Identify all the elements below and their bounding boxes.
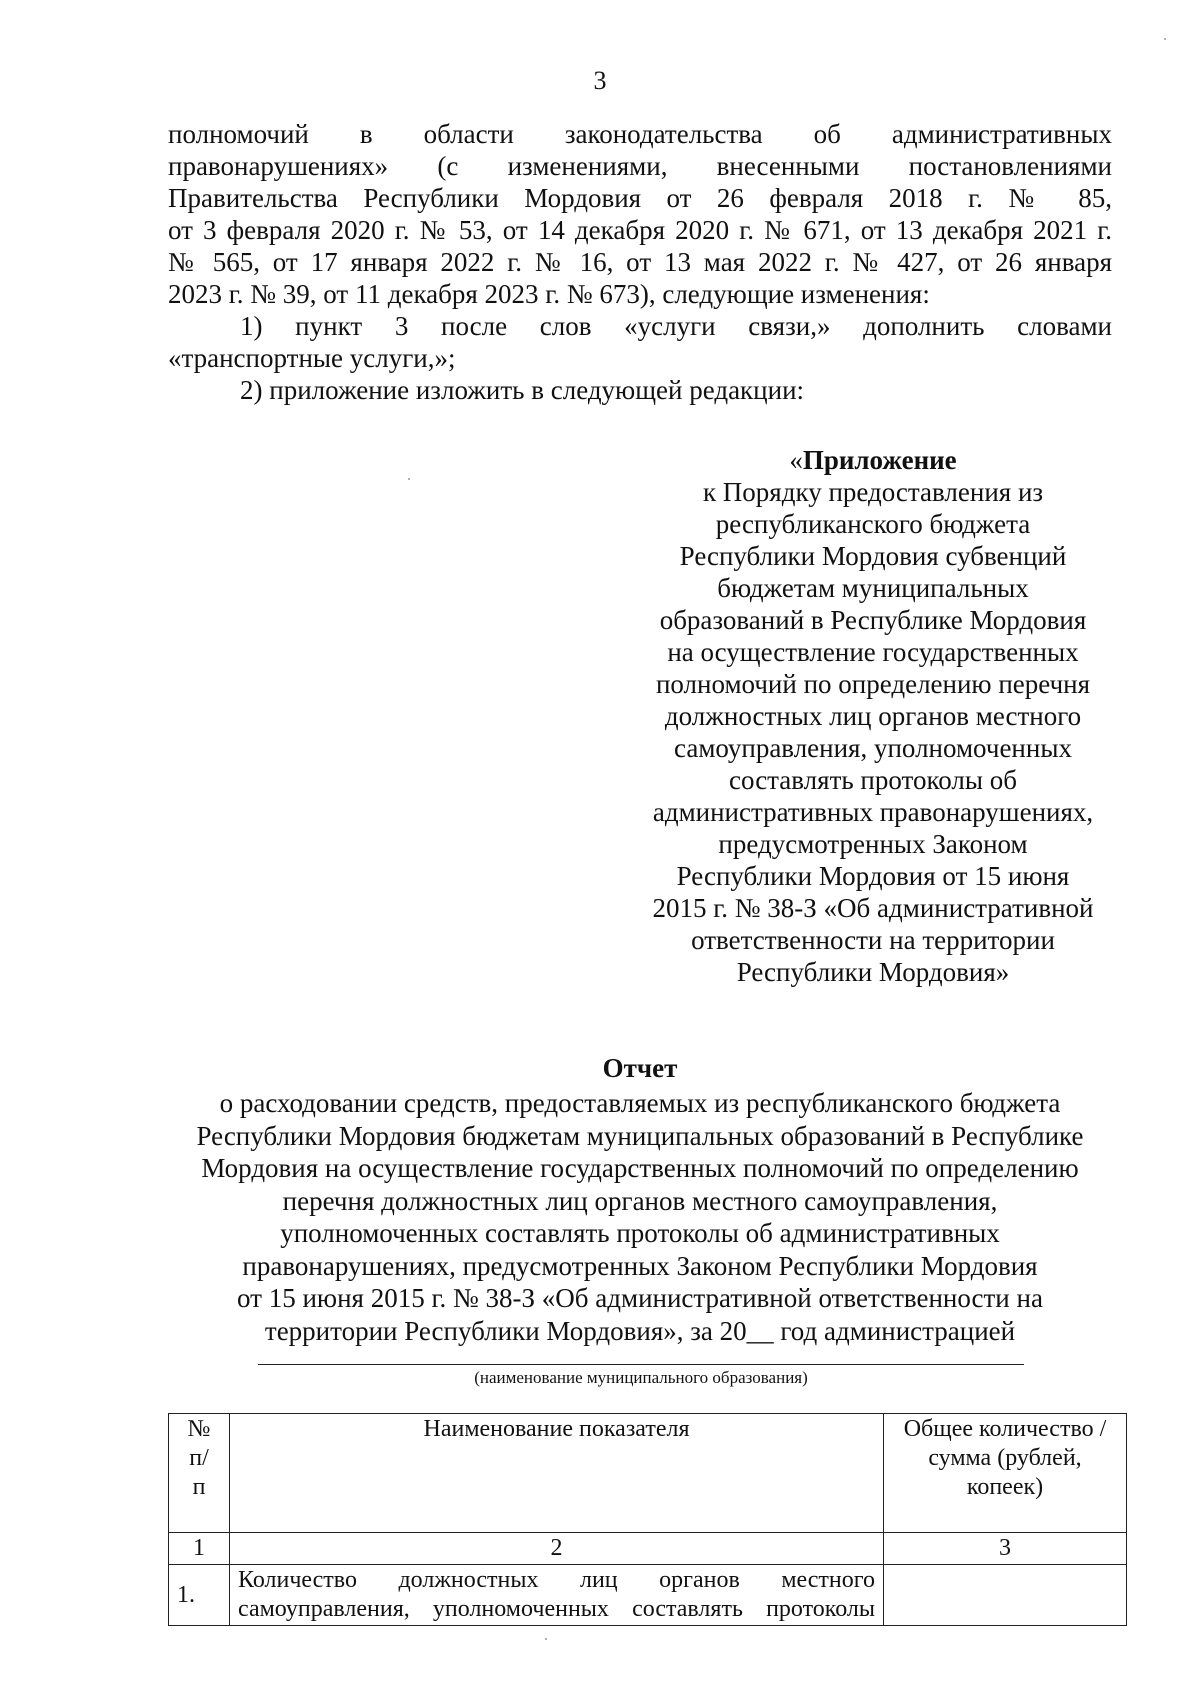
appendix-line: образований в Республике Мордовия [659,605,1087,635]
scan-speck [408,478,410,480]
appendix-line: самоуправления, уполномоченных [674,733,1072,763]
header-cell-number [169,1414,230,1533]
appendix-line: полномочий по определению перечня [655,669,1091,699]
header-cell-total [884,1414,1127,1533]
body-line: правонарушениях» (с изменениями, внесенными постановлениями [168,151,1112,181]
scan-speck [1164,38,1166,40]
numbering-cell: 2 [230,1533,884,1565]
appendix-title [630,444,1116,476]
body-line: 1) пункт 3 после слов «услуги связи,» дополнить словами [240,311,1112,341]
report-line: о расходовании средств, предоставляемых из республиканского бюджета [219,1088,1061,1118]
report-line: Мордовия на осуществление государственных полномочий по определению [201,1153,1079,1183]
report-title: Отчет [602,1053,678,1083]
report-table [168,1413,1127,1626]
body-line: № 565, от 17 января 2022 г. № 16, от 13 мая 2022 г. № 427, от 26 января [168,247,1112,277]
report-line: уполномоченных составлять протоколы об административных [280,1218,1000,1248]
body-line: полномочий в области законодательства об административных [168,119,1112,149]
body-text [168,118,1112,406]
appendix-line: Республики Мордовия субвенций [679,541,1067,571]
table-header-row [169,1414,1127,1533]
body-line: «транспортные услуги,»; [168,343,456,373]
table-numbering-row [169,1533,1127,1565]
report-line: правонарушениях, предусмотренных Законом Республики Мордовия [242,1250,1038,1281]
report-line: Республики Мордовия бюджетам муниципальных образований в Республике [196,1120,1084,1151]
scan-speck [545,1638,547,1640]
appendix-title-text: Приложение [802,445,957,475]
row-value [884,1565,1127,1626]
row-indicator-line: Количество должностных лиц органов местного [238,1567,875,1593]
report-line: от 15 июня 2015 г. № 38-З «Об административной ответственности на [237,1283,1043,1313]
appendix-line: составлять протоколы об [729,765,1017,795]
appendix-line: предусмотренных Законом [718,829,1028,859]
report-description [168,1087,1112,1347]
row-indicator-line: самоуправления, уполномоченных составлять протоколы [238,1596,875,1622]
header-text: сумма (рублей, [928,1445,1082,1471]
body-line: Правительства Республики Мордовия от 26 февраля 2018 г. № 85, [168,183,1112,213]
appendix-quote: « [789,445,803,475]
appendix-line: на осуществление государственных [667,637,1079,667]
header-text: № п/ [187,1416,211,1471]
row-indicator [230,1565,884,1626]
appendix-line: бюджетам муниципальных [717,573,1029,603]
appendix-line: ответственности на территории [691,925,1055,955]
numbering-cell: 3 [884,1533,1127,1565]
report-line: территории Республики Мордовия», за 20__ год администрацией [264,1315,1016,1346]
body-line: от 3 февраля 2020 г. № 53, от 14 декабря 2020 г. № 671, от 13 декабря 2021 г. [168,215,1112,245]
row-number: 1. [169,1565,230,1626]
appendix-line: республиканского бюджета [715,509,1031,539]
appendix-line: к Порядку предоставления из [702,477,1044,507]
page-number: 3 [593,66,607,95]
appendix-line: административных правонарушениях, [652,797,1094,827]
report-line: перечня должностных лиц органов местного самоуправления, [282,1185,998,1216]
body-line: 2023 г. № 39, от 11 декабря 2023 г. № 673), следующие изменения: [168,279,930,309]
appendix-line: Республики Мордовия от 15 июня [676,861,1070,891]
appendix-line: Республики Мордовия» [736,957,1010,987]
body-line: 2) приложение изложить в следующей редакции: [240,375,805,405]
appendix-line: должностных лиц органов местного [664,701,1082,731]
header-text: копеек) [966,1474,1044,1500]
municipality-name-caption: (наименование муниципального образования) [474,1368,808,1387]
municipality-name-line [258,1364,1024,1365]
appendix-line: 2015 г. № 38-З «Об административной [652,893,1094,923]
header-text: Общее количество / [903,1416,1107,1442]
header-cell-indicator: Наименование показателя [230,1414,884,1533]
appendix-block [630,444,1116,988]
header-text: п [192,1474,206,1500]
numbering-cell: 1 [169,1533,230,1565]
table-row [169,1565,1127,1626]
